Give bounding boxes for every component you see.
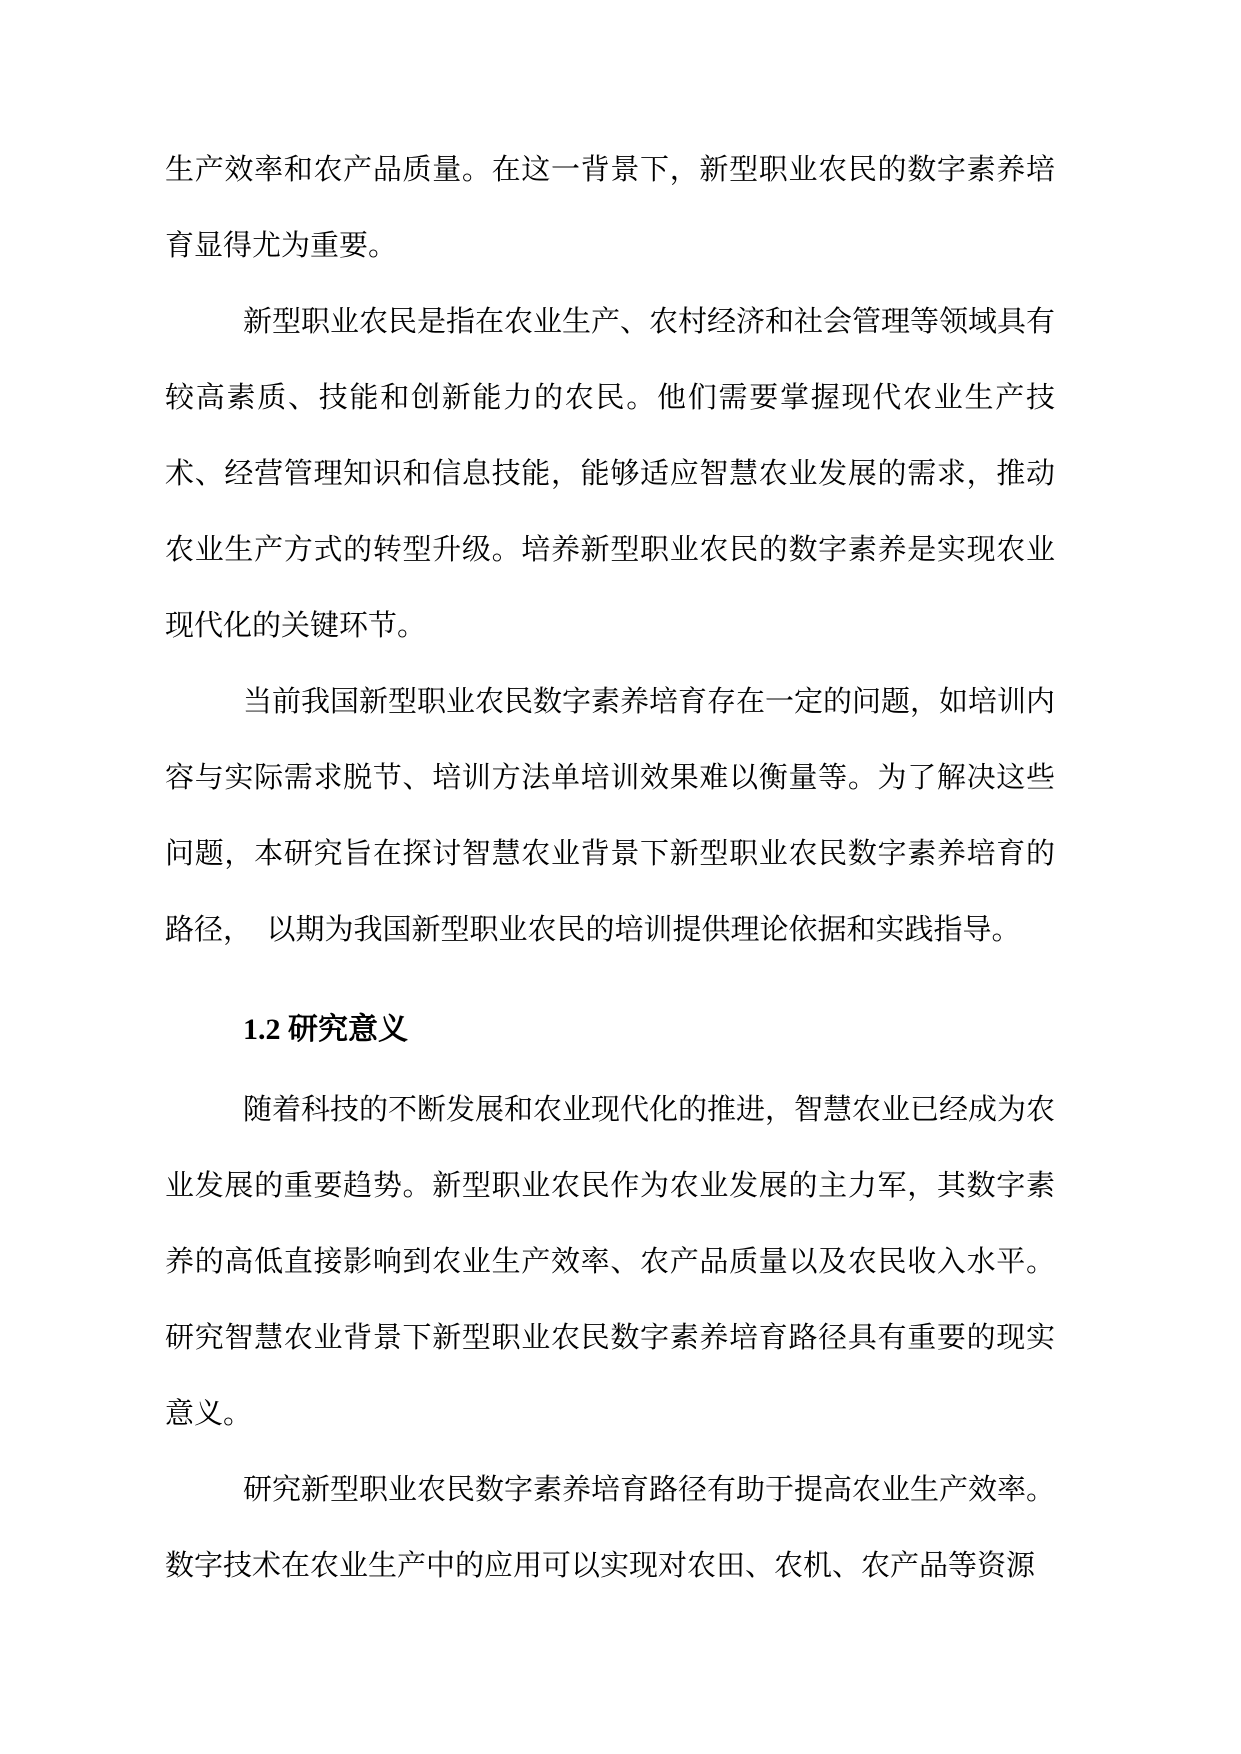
paragraph: 研究新型职业农民数字素养培育路径有助于提高农业生产效率。数字技术在农业生产中的应用可以实现对农田、农机、农产品等资源 (165, 1474, 1056, 1582)
section-heading-1-2: 1.2 研究意义 (243, 1013, 408, 1046)
paragraph: 当前我国新型职业农民数字素养培育存在一定的问题，如培训内容与实际需求脱节、培训方法单培训效果难以衡量等。为了解决这些问题，本研究旨在探讨智慧农业背景下新型职业农民数字素养培育的路径， 以期为我国新型职业农民的培训提供理论依据和实践指导。 (165, 686, 1056, 946)
document-content (165, 132, 1055, 1604)
paragraph: 新型职业农民是指在农业生产、农村经济和社会管理等领域具有较高素质、技能和创新能力的农民。他们需要掌握现代农业生产技术、经营管理知识和信息技能，能够适应智慧农业发展的需求，推动农业生产方式的转型升级。培养新型职业农民的数字素养是实现农业现代化的关键环节。 (165, 306, 1056, 642)
paragraph-continuation: 生产效率和农产品质量。在这一背景下，新型职业农民的数字素养培育显得尤为重要。 (165, 154, 1055, 262)
paragraph: 随着科技的不断发展和农业现代化的推进，智慧农业已经成为农业发展的重要趋势。新型职业农民作为农业发展的主力军，其数字素养的高低直接影响到农业生产效率、农产品质量以及农民收入水平。研究智慧农业背景下新型职业农民数字素养培育路径具有重要的现实意义。 (165, 1094, 1056, 1430)
